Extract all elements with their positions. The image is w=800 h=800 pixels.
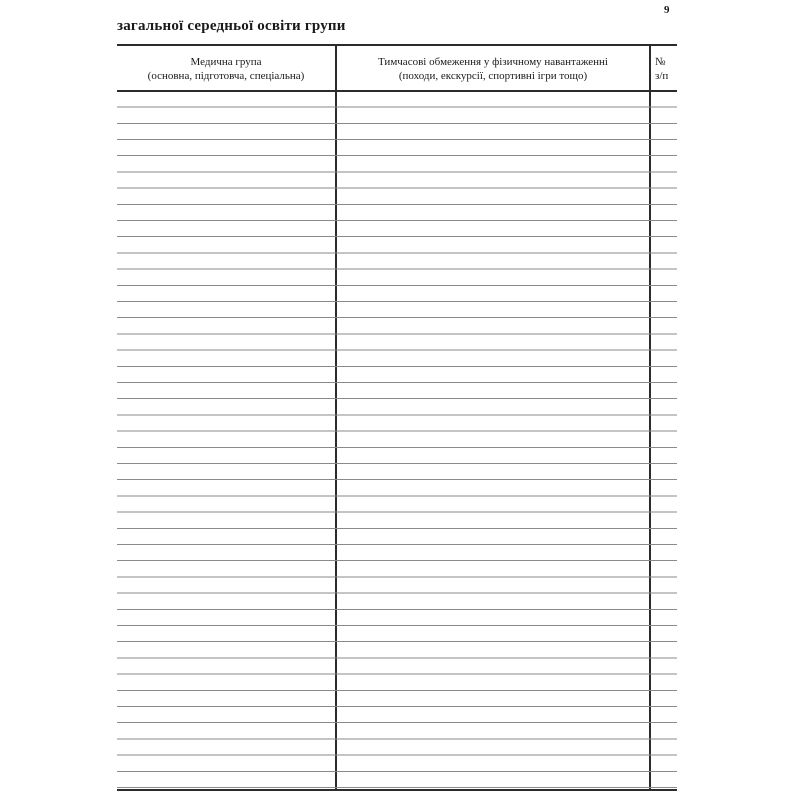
header-row-number: [651, 55, 685, 83]
header-temporary-restrictions: [337, 55, 649, 83]
blank-ruled-rows: [117, 92, 677, 789]
header-restrictions-line2: (походи, екскурсії, спортивні ігри тощо): [398, 70, 588, 82]
header-restrictions-line1: Тимчасові обмеження у фізичному навантаженні: [377, 56, 608, 68]
header-medical-group-line2: (основна, підготовча, спеціальна): [147, 70, 305, 82]
table-bottom-rule: [117, 789, 677, 791]
header-row-number-line1: №: [655, 56, 666, 68]
page-title: загальної середньої освіти групи: [117, 18, 346, 34]
header-medical-group-line1: Медична група: [190, 56, 262, 68]
table-top-rule: [117, 44, 677, 46]
form-table: [117, 44, 677, 792]
page-number: 9: [664, 4, 670, 16]
header-medical-group: [117, 55, 335, 83]
header-row-number-line2: з/п: [655, 70, 669, 82]
